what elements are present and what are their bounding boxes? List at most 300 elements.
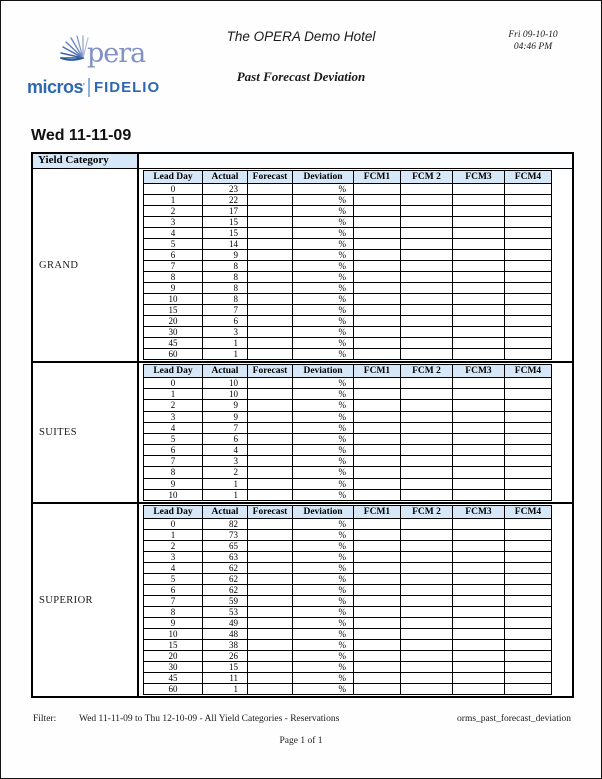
deviation-cell: % <box>293 261 354 272</box>
fcm4-cell <box>505 662 552 673</box>
date-heading: Wed 11-11-09 <box>31 127 132 144</box>
column-header-fcm3: FCM3 <box>453 365 505 378</box>
fcm3-cell <box>453 217 505 228</box>
actual-cell: 15 <box>203 217 248 228</box>
fcm3-cell <box>453 607 505 618</box>
lead-day-cell: 9 <box>144 283 203 294</box>
column-header-deviation: Deviation <box>293 506 354 519</box>
deviation-cell: % <box>293 305 354 316</box>
lead-day-cell: 10 <box>144 489 203 500</box>
actual-cell: 10 <box>203 378 248 389</box>
deviation-cell: % <box>293 349 354 360</box>
column-header-fcm1: FCM1 <box>354 365 401 378</box>
micros-trademark-tick: ' <box>83 82 85 93</box>
actual-cell: 1 <box>203 489 248 500</box>
fcm2-cell <box>401 294 453 305</box>
forecast-cell <box>248 250 293 261</box>
fcm3-cell <box>453 467 505 478</box>
lead-day-cell: 30 <box>144 327 203 338</box>
fcm4-cell <box>505 530 552 541</box>
forecast-cell <box>248 552 293 563</box>
fcm3-cell <box>453 456 505 467</box>
forecast-cell <box>248 607 293 618</box>
fcm3-cell <box>453 618 505 629</box>
fcm1-cell <box>354 305 401 316</box>
deviation-cell: % <box>293 618 354 629</box>
column-header-row <box>144 171 552 184</box>
fcm4-cell <box>505 445 552 456</box>
lead-day-table <box>143 505 552 695</box>
actual-cell: 53 <box>203 607 248 618</box>
fcm3-cell <box>453 673 505 684</box>
actual-cell: 38 <box>203 640 248 651</box>
lead-day-cell: 7 <box>144 456 203 467</box>
fcm3-cell <box>453 489 505 500</box>
fcm2-cell <box>401 206 453 217</box>
forecast-cell <box>248 411 293 422</box>
actual-cell: 8 <box>203 261 248 272</box>
forecast-cell <box>248 272 293 283</box>
forecast-cell <box>248 596 293 607</box>
print-date: Fri 09-10-10 <box>508 30 558 40</box>
fcm2-cell <box>401 349 453 360</box>
deviation-cell: % <box>293 651 354 662</box>
fcm4-cell <box>505 195 552 206</box>
category-section-grand <box>33 169 572 361</box>
lead-day-cell: 3 <box>144 411 203 422</box>
actual-cell: 22 <box>203 195 248 206</box>
forecast-cell <box>248 585 293 596</box>
lead-day-cell: 10 <box>144 629 203 640</box>
fcm3-cell <box>453 228 505 239</box>
fcm4-cell <box>505 400 552 411</box>
forecast-cell <box>248 563 293 574</box>
lead-day-cell: 1 <box>144 389 203 400</box>
forecast-cell <box>248 184 293 195</box>
deviation-cell: % <box>293 541 354 552</box>
column-header-fcm2: FCM 2 <box>401 171 453 184</box>
fcm2-cell <box>401 684 453 695</box>
fcm2-cell <box>401 261 453 272</box>
column-header-row <box>144 365 552 378</box>
table-row <box>144 607 552 618</box>
forecast-cell <box>248 316 293 327</box>
fcm1-cell <box>354 316 401 327</box>
fcm2-cell <box>401 563 453 574</box>
fcm3-cell <box>453 184 505 195</box>
lead-day-cell: 20 <box>144 651 203 662</box>
fcm1-cell <box>354 467 401 478</box>
table-row <box>144 541 552 552</box>
table-row <box>144 433 552 444</box>
fcm1-cell <box>354 585 401 596</box>
forecast-cell <box>248 640 293 651</box>
fcm4-cell <box>505 607 552 618</box>
table-row <box>144 184 552 195</box>
column-header-fcm2: FCM 2 <box>401 506 453 519</box>
actual-cell: 6 <box>203 316 248 327</box>
deviation-cell: % <box>293 250 354 261</box>
deviation-cell: % <box>293 445 354 456</box>
lead-day-cell: 2 <box>144 206 203 217</box>
table-row <box>144 338 552 349</box>
category-sections <box>33 169 572 696</box>
print-time: 04:46 PM <box>513 42 553 52</box>
lead-day-cell: 5 <box>144 574 203 585</box>
table-row <box>144 217 552 228</box>
fcm1-cell <box>354 530 401 541</box>
fcm2-cell <box>401 338 453 349</box>
forecast-cell <box>248 338 293 349</box>
forecast-cell <box>248 489 293 500</box>
fcm1-cell <box>354 239 401 250</box>
yield-category-table <box>31 152 574 698</box>
actual-cell: 1 <box>203 478 248 489</box>
fcm3-cell <box>453 206 505 217</box>
actual-cell: 15 <box>203 228 248 239</box>
fcm2-cell <box>401 250 453 261</box>
fcm4-cell <box>505 640 552 651</box>
actual-cell: 2 <box>203 467 248 478</box>
forecast-cell <box>248 349 293 360</box>
deviation-cell: % <box>293 684 354 695</box>
forecast-cell <box>248 433 293 444</box>
forecast-cell <box>248 574 293 585</box>
actual-cell: 7 <box>203 305 248 316</box>
fcm2-cell <box>401 400 453 411</box>
actual-cell: 15 <box>203 662 248 673</box>
actual-cell: 62 <box>203 574 248 585</box>
lead-day-cell: 7 <box>144 596 203 607</box>
deviation-cell: % <box>293 272 354 283</box>
fcm1-cell <box>354 327 401 338</box>
fcm1-cell <box>354 217 401 228</box>
forecast-cell <box>248 217 293 228</box>
page-number: Page 1 of 1 <box>279 736 323 746</box>
table-row <box>144 400 552 411</box>
fcm2-cell <box>401 585 453 596</box>
deviation-cell: % <box>293 228 354 239</box>
fcm3-cell <box>453 684 505 695</box>
fcm3-cell <box>453 422 505 433</box>
category-label: SUITES <box>33 363 139 502</box>
lead-day-cell: 8 <box>144 272 203 283</box>
fcm4-cell <box>505 250 552 261</box>
table-row <box>144 261 552 272</box>
column-header-forecast: Forecast <box>248 506 293 519</box>
deviation-cell: % <box>293 316 354 327</box>
forecast-cell <box>248 283 293 294</box>
lead-day-cell: 7 <box>144 261 203 272</box>
fcm3-cell <box>453 662 505 673</box>
fcm1-cell <box>354 629 401 640</box>
fcm4-cell <box>505 422 552 433</box>
fcm2-cell <box>401 530 453 541</box>
fcm1-cell <box>354 195 401 206</box>
micros-logo-text: micros <box>27 77 84 97</box>
table-row <box>144 489 552 500</box>
forecast-cell <box>248 456 293 467</box>
actual-cell: 1 <box>203 349 248 360</box>
fcm2-cell <box>401 456 453 467</box>
actual-cell: 73 <box>203 530 248 541</box>
fcm4-cell <box>505 239 552 250</box>
fcm1-cell <box>354 433 401 444</box>
fcm3-cell <box>453 305 505 316</box>
fcm1-cell <box>354 673 401 684</box>
table-row <box>144 519 552 530</box>
fcm1-cell <box>354 662 401 673</box>
fcm4-cell <box>505 411 552 422</box>
forecast-cell <box>248 662 293 673</box>
fidelio-logo-text: FIDELIO <box>93 79 161 96</box>
fcm3-cell <box>453 530 505 541</box>
lead-day-cell: 10 <box>144 294 203 305</box>
lead-day-table <box>143 364 552 501</box>
fcm1-cell <box>354 184 401 195</box>
actual-cell: 49 <box>203 618 248 629</box>
column-header-fcm1: FCM1 <box>354 506 401 519</box>
deviation-cell: % <box>293 338 354 349</box>
fcm4-cell <box>505 673 552 684</box>
deviation-cell: % <box>293 563 354 574</box>
filter-value: Wed 11-11-09 to Thu 12-10-09 - All Yield Categories - Reservations <box>79 714 340 724</box>
fcm4-cell <box>505 305 552 316</box>
forecast-cell <box>248 195 293 206</box>
lead-day-cell: 45 <box>144 338 203 349</box>
lead-day-cell: 2 <box>144 400 203 411</box>
column-header-row <box>144 506 552 519</box>
lead-day-table-wrap <box>139 363 572 502</box>
fcm1-cell <box>354 261 401 272</box>
report-file-name: orms_past_forecast_deviation <box>457 714 571 724</box>
deviation-cell: % <box>293 662 354 673</box>
forecast-cell <box>248 327 293 338</box>
column-header-fcm4: FCM4 <box>505 506 552 519</box>
forecast-cell <box>248 294 293 305</box>
deviation-cell: % <box>293 640 354 651</box>
forecast-cell <box>248 651 293 662</box>
table-row <box>144 563 552 574</box>
column-header-fcm4: FCM4 <box>505 365 552 378</box>
fcm1-cell <box>354 541 401 552</box>
table-row <box>144 467 552 478</box>
actual-cell: 26 <box>203 651 248 662</box>
fcm1-cell <box>354 250 401 261</box>
lead-day-cell: 4 <box>144 422 203 433</box>
deviation-cell: % <box>293 184 354 195</box>
fcm3-cell <box>453 651 505 662</box>
fcm4-cell <box>505 327 552 338</box>
fcm2-cell <box>401 478 453 489</box>
lead-day-cell: 1 <box>144 195 203 206</box>
actual-cell: 9 <box>203 411 248 422</box>
lead-day-cell: 60 <box>144 684 203 695</box>
opera-logo-text: pera <box>87 38 146 69</box>
fcm3-cell <box>453 294 505 305</box>
fcm4-cell <box>505 184 552 195</box>
fcm3-cell <box>453 195 505 206</box>
table-row <box>144 596 552 607</box>
fcm1-cell <box>354 283 401 294</box>
forecast-cell <box>248 422 293 433</box>
fcm4-cell <box>505 338 552 349</box>
deviation-cell: % <box>293 478 354 489</box>
table-row <box>144 618 552 629</box>
forecast-cell <box>248 519 293 530</box>
actual-cell: 62 <box>203 585 248 596</box>
actual-cell: 17 <box>203 206 248 217</box>
fcm4-cell <box>505 618 552 629</box>
table-row <box>144 640 552 651</box>
category-label: GRAND <box>33 169 139 361</box>
fcm1-cell <box>354 206 401 217</box>
fcm4-cell <box>505 478 552 489</box>
lead-day-cell: 0 <box>144 378 203 389</box>
fcm3-cell <box>453 629 505 640</box>
table-row <box>144 456 552 467</box>
actual-cell: 3 <box>203 327 248 338</box>
fcm1-cell <box>354 338 401 349</box>
forecast-cell <box>248 478 293 489</box>
lead-day-table <box>143 170 552 360</box>
fcm4-cell <box>505 596 552 607</box>
fcm1-cell <box>354 607 401 618</box>
fcm3-cell <box>453 316 505 327</box>
lead-day-cell: 0 <box>144 519 203 530</box>
lead-day-cell: 5 <box>144 433 203 444</box>
table-row <box>144 411 552 422</box>
fcm4-cell <box>505 574 552 585</box>
table-row <box>144 239 552 250</box>
forecast-cell <box>248 530 293 541</box>
forecast-cell <box>248 378 293 389</box>
deviation-cell: % <box>293 411 354 422</box>
fcm2-cell <box>401 445 453 456</box>
table-row <box>144 327 552 338</box>
forecast-cell <box>248 467 293 478</box>
lead-day-cell: 3 <box>144 552 203 563</box>
fcm1-cell <box>354 640 401 651</box>
fcm1-cell <box>354 651 401 662</box>
fcm2-cell <box>401 228 453 239</box>
fcm2-cell <box>401 327 453 338</box>
deviation-cell: % <box>293 195 354 206</box>
deviation-cell: % <box>293 283 354 294</box>
fcm1-cell <box>354 489 401 500</box>
fcm2-cell <box>401 411 453 422</box>
actual-cell: 48 <box>203 629 248 640</box>
forecast-cell <box>248 445 293 456</box>
actual-cell: 8 <box>203 294 248 305</box>
forecast-cell <box>248 228 293 239</box>
fcm3-cell <box>453 445 505 456</box>
fcm4-cell <box>505 272 552 283</box>
actual-cell: 65 <box>203 541 248 552</box>
fcm3-cell <box>453 400 505 411</box>
deviation-cell: % <box>293 607 354 618</box>
fcm2-cell <box>401 629 453 640</box>
fcm2-cell <box>401 378 453 389</box>
fcm4-cell <box>505 206 552 217</box>
fcm2-cell <box>401 217 453 228</box>
actual-cell: 7 <box>203 422 248 433</box>
fcm1-cell <box>354 478 401 489</box>
deviation-cell: % <box>293 294 354 305</box>
actual-cell: 9 <box>203 400 248 411</box>
fcm3-cell <box>453 389 505 400</box>
table-row <box>144 629 552 640</box>
column-header-actual: Actual <box>203 171 248 184</box>
fcm3-cell <box>453 338 505 349</box>
fcm1-cell <box>354 445 401 456</box>
lead-day-table-wrap <box>139 504 572 696</box>
table-row <box>144 283 552 294</box>
fcm2-cell <box>401 662 453 673</box>
table-row <box>144 378 552 389</box>
lead-day-cell: 60 <box>144 349 203 360</box>
lead-day-cell: 4 <box>144 563 203 574</box>
actual-cell: 6 <box>203 433 248 444</box>
lead-day-cell: 6 <box>144 585 203 596</box>
table-row <box>144 272 552 283</box>
category-section-superior <box>33 502 572 696</box>
deviation-cell: % <box>293 400 354 411</box>
fcm2-cell <box>401 316 453 327</box>
fcm3-cell <box>453 574 505 585</box>
fcm1-cell <box>354 228 401 239</box>
lead-day-cell: 15 <box>144 640 203 651</box>
actual-cell: 14 <box>203 239 248 250</box>
fcm2-cell <box>401 489 453 500</box>
column-header-deviation: Deviation <box>293 365 354 378</box>
table-row <box>144 530 552 541</box>
deviation-cell: % <box>293 206 354 217</box>
fcm4-cell <box>505 349 552 360</box>
fcm4-cell <box>505 456 552 467</box>
deviation-cell: % <box>293 530 354 541</box>
forecast-cell <box>248 684 293 695</box>
deviation-cell: % <box>293 327 354 338</box>
deviation-cell: % <box>293 574 354 585</box>
forecast-cell <box>248 239 293 250</box>
table-row <box>144 574 552 585</box>
column-header-fcm3: FCM3 <box>453 171 505 184</box>
column-header-fcm4: FCM4 <box>505 171 552 184</box>
lead-day-cell: 15 <box>144 305 203 316</box>
filter-label: Filter: <box>33 714 57 724</box>
fcm4-cell <box>505 433 552 444</box>
fcm2-cell <box>401 640 453 651</box>
lead-day-cell: 3 <box>144 217 203 228</box>
fcm4-cell <box>505 585 552 596</box>
fcm2-cell <box>401 283 453 294</box>
fcm3-cell <box>453 349 505 360</box>
fcm2-cell <box>401 541 453 552</box>
deviation-cell: % <box>293 433 354 444</box>
fcm4-cell <box>505 651 552 662</box>
actual-cell: 4 <box>203 445 248 456</box>
fcm1-cell <box>354 574 401 585</box>
actual-cell: 23 <box>203 184 248 195</box>
fcm4-cell <box>505 489 552 500</box>
fcm1-cell <box>354 272 401 283</box>
actual-cell: 59 <box>203 596 248 607</box>
table-row <box>144 250 552 261</box>
fcm3-cell <box>453 327 505 338</box>
lead-day-table-wrap <box>139 169 572 361</box>
column-header-forecast: Forecast <box>248 365 293 378</box>
